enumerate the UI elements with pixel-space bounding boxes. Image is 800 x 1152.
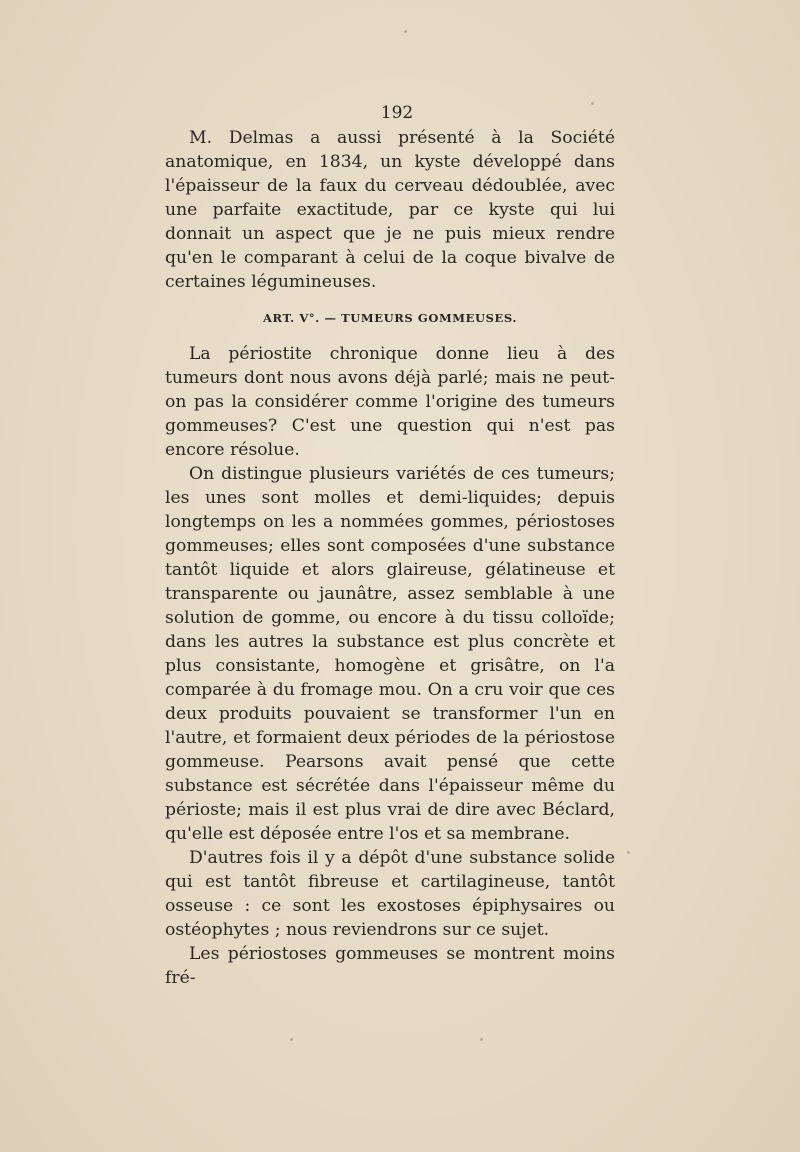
paper-speck xyxy=(480,1038,483,1041)
paper-speck xyxy=(627,851,630,854)
paragraph: D'autres fois il y a dépôt d'une substance solide qui est tantôt fibreuse et cartilagineuse, tantôt osseuse : ce sont les exostoses épiphysaires ou ostéophytes ; nous reviendrons sur ce sujet. xyxy=(165,848,615,940)
paragraph: La périostite chronique donne lieu à des tumeurs dont nous avons déjà parlé; mais ne peut-on pas la considérer comme l'origine des tumeurs gommeuses? C'est une question qui n'est pas encore résolue. xyxy=(165,344,615,460)
paper-speck xyxy=(404,30,407,33)
paragraph: On distingue plusieurs variétés de ces tumeurs; les unes sont molles et demi-liquides; depuis longtemps on les a nommées gommes, périostoses gommeuses; elles sont composées d'une substance tantôt liquide et alors glaireuse, gélatineuse et transparente ou jaunâtre, assez semblable à une solution de gomme, ou encore à du tissu colloïde; dans les autres la substance est plus concrète et plus consistante, homogène et grisâtre, on l'a comparée à du fromage mou. On a cru voir que ces deux produits pouvaient se transformer l'un en l'autre, et formaient deux périodes de la périostose gommeuse. Pearsons avait pensé que cette substance est sécrétée dans l'épaisseur même du périoste; mais il est plus vrai de dire avec Béclard, qu'elle est déposée entre l'os et sa membrane. xyxy=(165,464,615,844)
text-block xyxy=(165,100,615,990)
section-heading: ART. V°. — TUMEURS GOMMEUSES. xyxy=(263,311,517,325)
paragraph: M. Delmas a aussi présenté à la Société anatomique, en 1834, un kyste développé dans l'épaisseur de la faux du cerveau dédoublée, avec une parfaite exactitude, par ce kyste qui lui donnait un aspect que je ne puis mieux rendre qu'en le comparant à celui de la coque bivalve de certaines légumineuses. xyxy=(165,128,615,292)
page-number: 192 xyxy=(380,103,414,123)
paragraph: Les périostoses gommeuses se montrent moins fré- xyxy=(165,944,615,988)
paper-speck xyxy=(290,1038,293,1041)
